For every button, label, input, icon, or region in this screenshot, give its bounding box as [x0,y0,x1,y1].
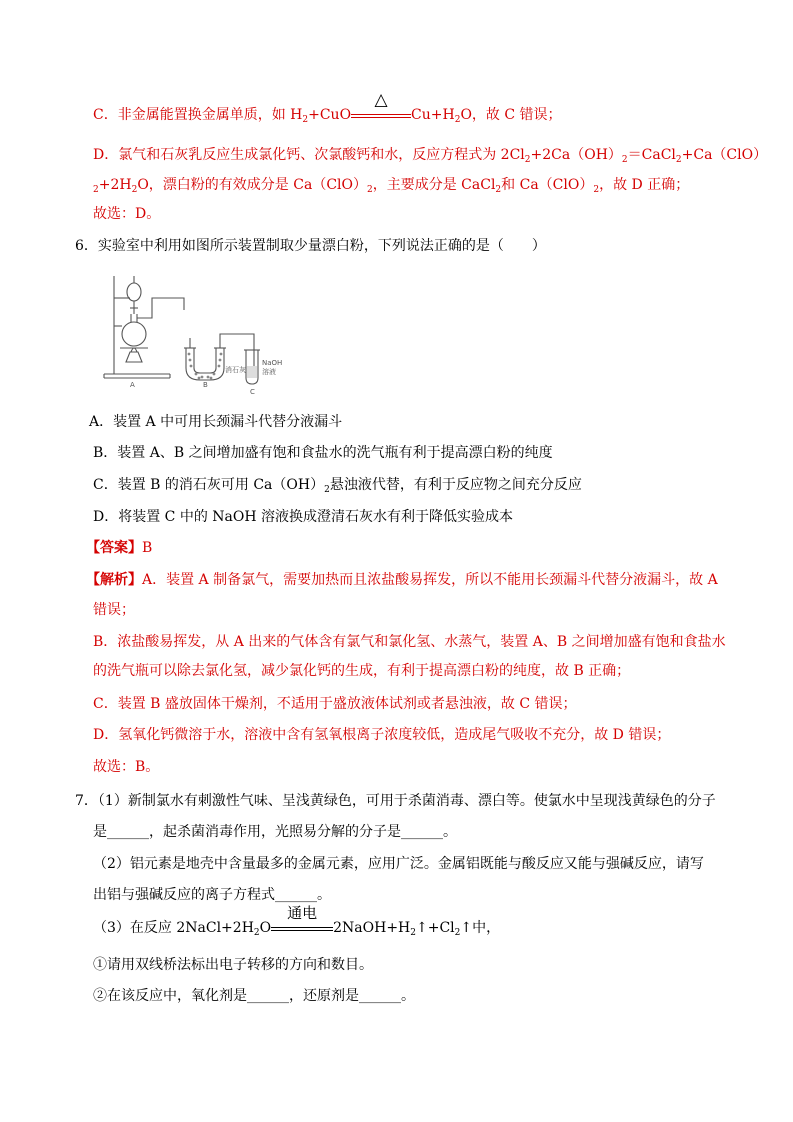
q7-part1-line2: 是______，起杀菌消毒作用，光照易分解的分子是______。 [93,824,457,840]
q6-analysis-b1: B．浓盐酸易挥发，从 A 出来的气体含有氯气和氯化氢、水蒸气，装置 A、B 之间增加盛有饱和食盐水 [93,634,726,650]
text: O，漂白粉的有效成分是 Ca（ClO） [137,177,367,193]
subscript: 2 [302,115,309,125]
q6-option-a: A．装置 A 中可用长颈漏斗代替分液漏斗 [89,414,343,430]
heat-symbol: △ [374,90,388,110]
label-b: B [203,381,208,389]
subscript: 2 [410,928,416,938]
text: C．装置 B 的消石灰可用 Ca（OH） [93,477,325,493]
text: 和 Ca（ClO） [501,177,594,193]
q6-option-d: D．将装置 C 中的 NaOH 溶液换成澄清石灰水有利于降低实验成本 [93,509,514,525]
subscript: 2 [131,185,138,195]
label-c: C [250,388,255,396]
apparatus-figure [100,270,300,396]
q6-analysis-a2: 错误； [93,602,135,618]
label-lime: 消石灰 [225,366,246,374]
q5-c-text-1: C．非金属能置换金属单质，如 H [93,107,303,123]
q5-option-d-line1 [93,145,767,165]
q5-c-text-2: +CuO [308,107,352,123]
electrolysis-condition-arrow [271,904,333,938]
subscript: 2 [593,185,600,195]
q7-part2-line2: 出铝与强碱反应的离子方程式______。 [93,887,331,903]
text: ，主要成分是 CaCl [372,177,496,193]
subscript: 2 [366,185,373,195]
q7-part1-line1: 7．（1）新制氯水有刺激性气味、呈浅黄绿色，可用于杀菌消毒、漂白等。使氯水中呈现浅黄绿色的分子 [75,793,716,809]
text: +2Ca（OH） [530,147,622,163]
answer-tag: 【答案】 [86,540,142,556]
subscript: 2 [621,155,628,165]
text: +2H [98,177,132,193]
label-naoh: NaOH [262,359,283,367]
answer-value: B [142,540,153,556]
q6-analysis-c: C．装置 B 盛放固体干燥剂，不适用于盛放液体试剂或者悬浊液，故 C 错误； [93,696,577,712]
text: A．装置 A 制备氯气，需要加热而且浓盐酸易挥发，所以不能用长颈漏斗代替分液漏斗，故 A [142,572,718,588]
text: ＝CaCl [627,147,676,163]
text: 2NaOH+H [333,920,411,936]
text: O [259,920,272,936]
subscript: 2 [454,115,461,125]
text: D．氯气和石灰乳反应生成氯化钙、次氯酸钙和水，反应方程式为 2Cl [93,147,525,163]
text: ，故 D 正确； [599,177,690,193]
q7-part3-line1 [93,904,501,938]
subscript: 2 [675,155,682,165]
q6-answer [86,538,152,558]
q7-part3-item1: ①请用双线桥法标出电子转移的方向和数目。 [93,957,373,973]
q5-c-text-4: O，故 C 错误； [460,107,562,123]
q6-option-c [93,475,582,495]
q6-analysis-a1 [86,570,718,590]
subscript: 2 [454,928,461,938]
q5-option-c [93,90,562,125]
analysis-tag: 【解析】 [86,572,142,588]
subscript: 2 [495,185,502,195]
text: +Ca（ClO） [681,147,768,163]
q6-option-b: B．装置 A、B 之间增加盛有饱和食盐水的洗气瓶有利于提高漂白粉的纯度 [93,445,553,461]
subscript: 2 [93,185,99,195]
subscript: 2 [524,155,531,165]
text: ↑中， [460,920,501,936]
heat-condition-arrow [351,90,411,125]
text: ↑+Cl [416,920,455,936]
text: 悬浊液代替，有利于反应物之间充分反应 [329,477,582,493]
q7-part2-line1: （2）铝元素是地壳中含量最多的金属元素，应用广泛。金属铝既能与酸反应又能与强碱反应，请写 [93,856,704,872]
q5-c-text-3: Cu+H [411,107,455,123]
subscript: 2 [253,928,260,938]
q6-analysis-b2: 的洗气瓶可以除去氯化氢，减少氯化钙的生成，有利于提高漂白粉的纯度，故 B 正确； [93,663,631,679]
text: （3）在反应 2NaCl+2H [93,920,254,936]
subscript: 2 [324,485,330,495]
label-solution: 溶液 [262,368,276,376]
q5-choose: 故选：D。 [93,206,161,222]
q6-choose: 故选：B。 [93,759,160,775]
q7-part3-item2: ②在该反应中，氧化剂是______，还原剂是______。 [93,988,415,1004]
q6-analysis-d: D．氢氧化钙微溶于水，溶液中含有氢氧根离子浓度较低，造成尾气吸收不充分，故 D 错误； [93,727,671,743]
q5-option-d-line2 [93,175,689,195]
q6-stem: 6．实验室中利用如图所示装置制取少量漂白粉，下列说法正确的是（ ） [75,238,546,254]
condition-label: 通电 [287,904,318,922]
label-a: A [130,381,135,389]
